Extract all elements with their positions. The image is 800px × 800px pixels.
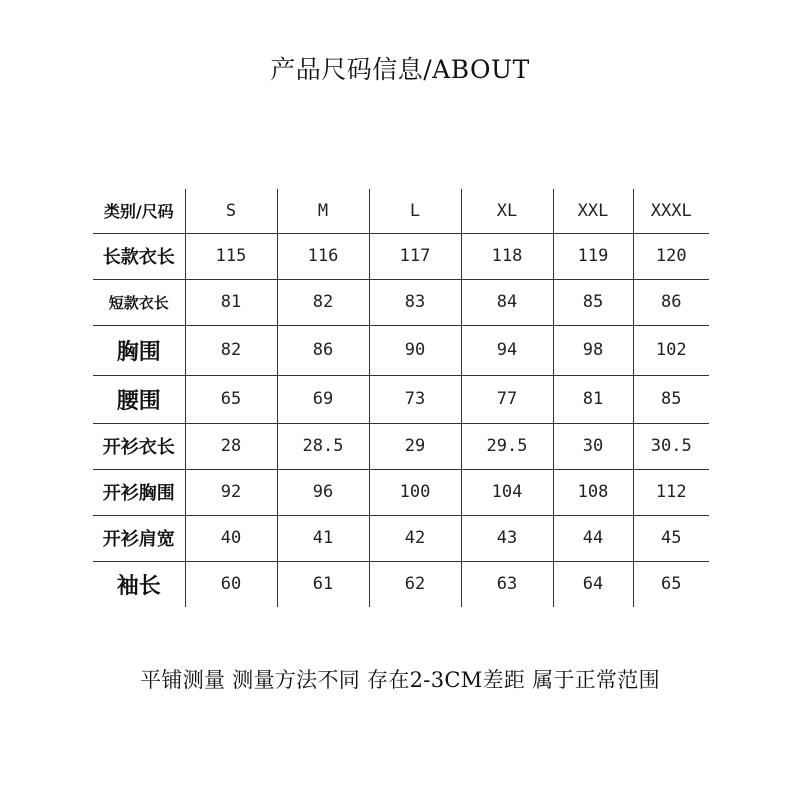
table-cell: 69 xyxy=(277,375,369,423)
table-cell: 45 xyxy=(633,515,709,561)
table-cell: 30 xyxy=(553,423,633,469)
table-cell: 60 xyxy=(185,561,277,607)
table-cell: 77 xyxy=(461,375,553,423)
table-row xyxy=(93,325,709,375)
table-cell: 115 xyxy=(185,233,277,279)
table-row xyxy=(93,375,709,423)
table-cell: 94 xyxy=(461,325,553,375)
table-cell: 65 xyxy=(661,574,682,595)
table-cell: 28 xyxy=(185,423,277,469)
table-cell: 98 xyxy=(553,325,633,375)
row-label: 开衫衣长 xyxy=(93,423,185,469)
row-label: 短款衣长 xyxy=(93,279,185,325)
size-header: XL xyxy=(461,189,553,233)
table-cell: 43 xyxy=(461,515,553,561)
row-label: 袖长 xyxy=(93,561,185,607)
table-cell: 85 xyxy=(633,375,709,423)
size-header: L xyxy=(369,189,461,233)
row-label: 开衫肩宽 xyxy=(93,515,185,561)
table-cell: 65 xyxy=(185,375,277,423)
table-cell: 86 xyxy=(633,279,709,325)
table-header-row xyxy=(93,189,709,233)
measurement-note: 平铺测量 测量方法不同 存在2-3CM差距 属于正常范围 xyxy=(140,668,660,692)
table-cell: 100 xyxy=(369,469,461,515)
table-cell: 86 xyxy=(277,325,369,375)
table-row xyxy=(93,561,709,607)
table-cell: 104 xyxy=(461,469,553,515)
table-cell: 28.5 xyxy=(277,423,369,469)
row-label: 腰围 xyxy=(93,375,185,423)
table-cell: 63 xyxy=(461,561,553,607)
table-cell: 64 xyxy=(553,561,633,607)
table-cell: 62 xyxy=(369,561,461,607)
table-cell: 41 xyxy=(277,515,369,561)
table-cell: 83 xyxy=(369,279,461,325)
table-row xyxy=(93,423,709,469)
table-cell: 82 xyxy=(185,325,277,375)
table-cell: 85 xyxy=(553,279,633,325)
table-row xyxy=(93,279,709,325)
table-cell: 61 xyxy=(277,561,369,607)
table-cell: 96 xyxy=(277,469,369,515)
table-cell: 116 xyxy=(277,233,369,279)
table-cell: 120 xyxy=(633,233,709,279)
size-header: XXL xyxy=(553,189,633,233)
table-cell: 108 xyxy=(553,469,633,515)
page-title: 产品尺码信息/ABOUT xyxy=(270,55,530,84)
table-cell: 73 xyxy=(369,375,461,423)
table-cell: 81 xyxy=(185,279,277,325)
table-cell: 84 xyxy=(461,279,553,325)
row-label: 开衫胸围 xyxy=(93,469,185,515)
table-cell: 44 xyxy=(553,515,633,561)
table-cell: 112 xyxy=(633,469,709,515)
table-cell: 118 xyxy=(461,233,553,279)
table-row xyxy=(93,233,709,279)
table-cell: 119 xyxy=(553,233,633,279)
size-header: XXXL xyxy=(633,189,709,233)
table-cell: 29.5 xyxy=(461,423,553,469)
table-cell: 117 xyxy=(369,233,461,279)
table-row xyxy=(93,469,709,515)
table-cell: 102 xyxy=(633,325,709,375)
table-row xyxy=(93,515,709,561)
size-chart-table xyxy=(93,189,709,607)
table-cell: 82 xyxy=(277,279,369,325)
table-cell: 90 xyxy=(369,325,461,375)
corner-label: 类别/尺码 xyxy=(93,189,185,233)
size-header: M xyxy=(277,189,369,233)
table-cell: 92 xyxy=(185,469,277,515)
size-header: S xyxy=(185,189,277,233)
table-cell: 42 xyxy=(369,515,461,561)
row-label: 长款衣长 xyxy=(93,233,185,279)
table-cell: 81 xyxy=(553,375,633,423)
table-cell: 29 xyxy=(369,423,461,469)
table-cell: 30.5 xyxy=(633,423,709,469)
row-label: 胸围 xyxy=(93,325,185,375)
table-cell: 40 xyxy=(185,515,277,561)
